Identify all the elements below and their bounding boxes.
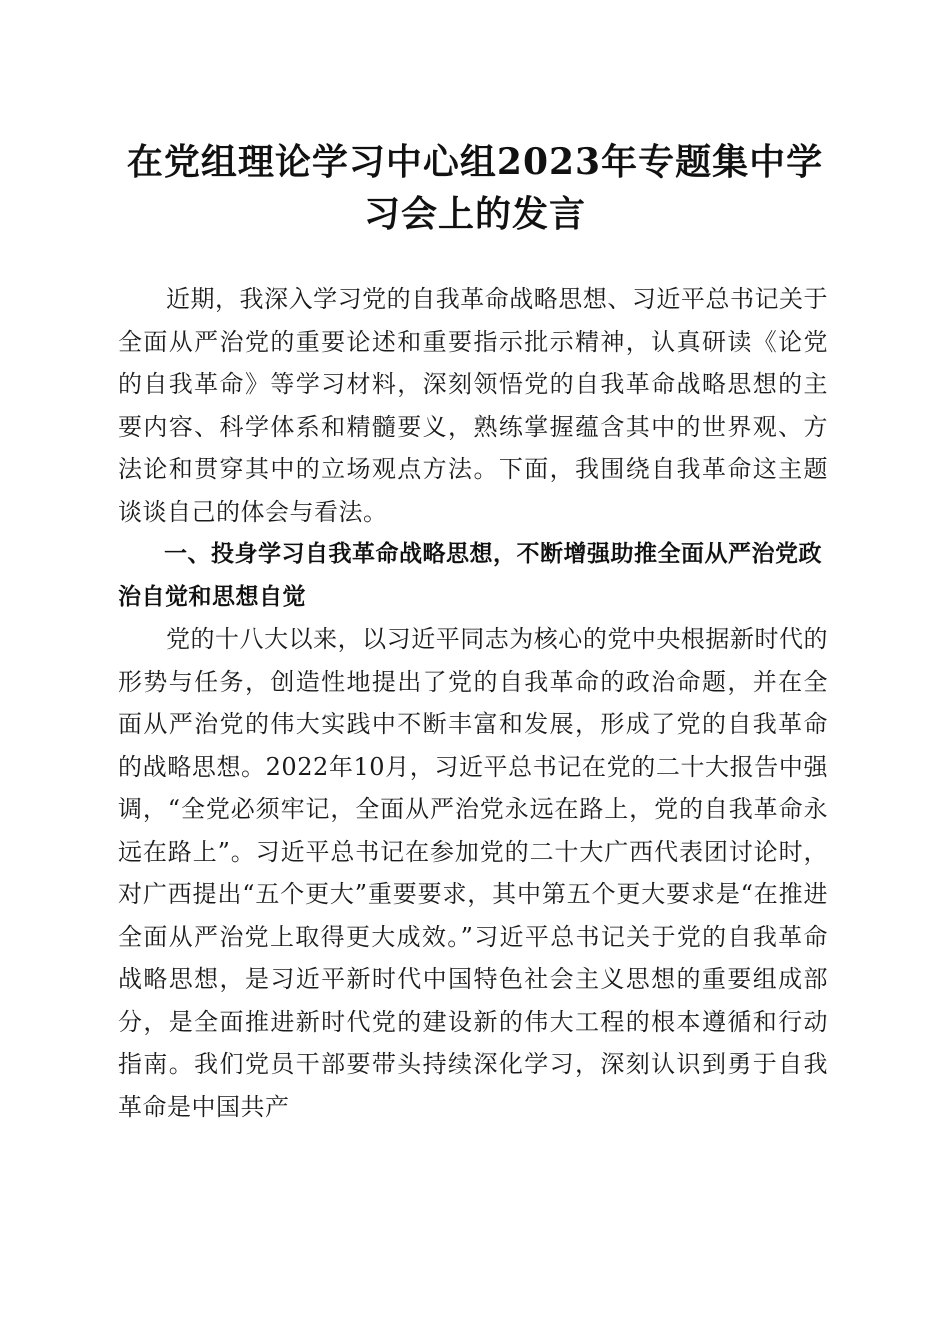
document-title: 在党组理论学习中心组2023年专题集中学习会上的发言 xyxy=(126,141,824,235)
document-body xyxy=(118,278,828,1128)
intro-paragraph: 近期，我深入学习党的自我革命战略思想、习近平总书记关于全面从严治党的重要论述和重要指示批示精神，认真研读《论党的自我革命》等学习材料，深刻领悟党的自我革命战略思想的主要内容、科学体系和精髓要义，熟练掌握蕴含其中的世界观、方法论和贯穿其中的立场观点方法。下面，我围绕自我革命这主题谈谈自己的体会与看法。 xyxy=(118,285,828,526)
section-1-paragraph: 党的十八大以来，以习近平同志为核心的党中央根据新时代的形势与任务，创造性地提出了党的自我革命的政治命题，并在全面从严治党的伟大实践中不断丰富和发展，形成了党的自我革命的战略思想。2022年10月，习近平总书记在党的二十大报告中强调，“全党必须牢记，全面从严治党永远在路上，党的自我革命永远在路上”。习近平总书记在参加党的二十大广西代表团讨论时，对广西提出“五个更大”重要要求，其中第五个更大要求是“在推进全面从严治党上取得更大成效。”习近平总书记关于党的自我革命战略思想，是习近平新时代中国特色社会主义思想的重要组成部分，是全面推进新时代党的建设新的伟大工程的根本遵循和行动指南。我们党员干部要带头持续深化学习，深刻认识到勇于自我革命是中国共产 xyxy=(118,625,828,1121)
section-heading-1: 一、投身学习自我革命战略思想，不断增强助推全面从严治党政治自觉和思想自觉 xyxy=(118,541,822,610)
